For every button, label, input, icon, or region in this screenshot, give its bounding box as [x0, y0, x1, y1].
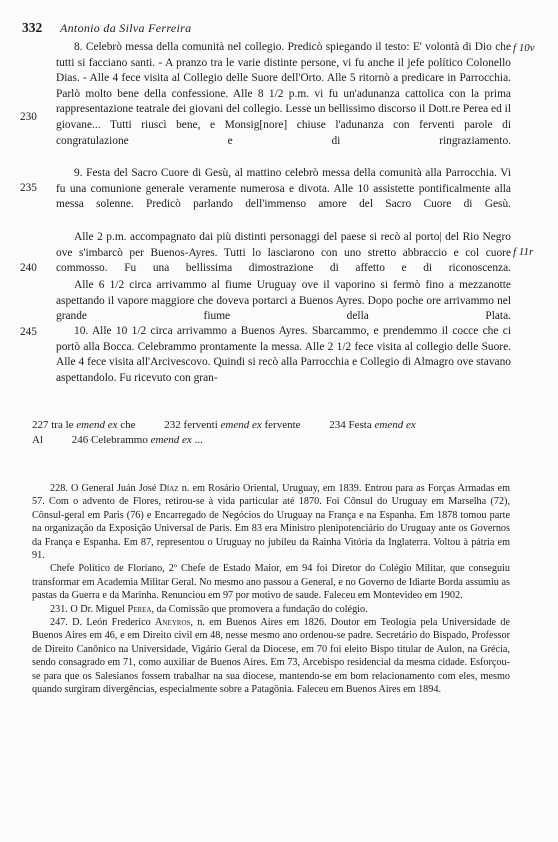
- line-number-245: 245: [20, 326, 37, 338]
- line-number-240: 240: [20, 262, 37, 274]
- paragraph-afternoon: Alle 2 p.m. accompagnato dai più distinti personaggi del paese si recò al porto| del Rio Negro ove s'imbarcò per Buenos-Ayres. Tutti lo lasciarono con uno stretto abbraccio e col cuore commosso. Fu una bellissima dimostrazione di affetto e di riconoscenza.: [56, 231, 511, 275]
- folio-ref-10v: f 10v: [513, 42, 535, 54]
- paragraph-9: 9. Festa del Sacro Cuore di Gesù, al mattino celebrò messa della comunità alla Parrocchia. Vi fu una comunione generale veramente numerosa e divota. Alle 10 assistette pontificalmente alla messa solenne. Predicò parlando dell'immenso amore del Sacro Cuore di Gesù.: [56, 167, 511, 211]
- note-231: 231. O Dr. Miguel Perea, da Comissão que promovera a fundação do colégio.: [50, 603, 368, 615]
- apparatus-entry-234-cont: Al: [32, 434, 43, 446]
- line-number-235: 235: [20, 182, 37, 194]
- note-247: 247. D. León Frederico Aneyros, n. em Buenos Aires em 1826. Doutor em Teologia pela Universidade de Buenos Aires em 46, e em Direito civil em 48, nesse mesmo ano ordenou-se padre. Secretário do Bispado, Professor de Direito Canônico na Universidade, Vigário Geral da Diocese, em 70 foi eleito Bispo titular de Aulon, na Grécia, sendo consagrado em 71, como auxiliar de Buenos Aires. Em 73, Arcebispo residencial da mesma cidade. Esforçou-se para que os Salesianos fossem trabalhar na sua diocese, mantendo-se em bom relacionamento com eles, mesmo quando surgiram divergências, especialmente sobre a Patagônia. Faleceu em Buenos Aires em 1894.: [32, 617, 511, 696]
- line-number-230: 230: [20, 111, 37, 123]
- apparatus-entry-227: 227 tra le emend ex che: [32, 419, 136, 431]
- critical-apparatus: [32, 418, 510, 448]
- paragraph-uruguay: Alle 6 1/2 circa arrivammo al fiume Uruguay ove il vaporino si fermò fino a mezzanotte aspettando il vapore maggiore che doveva portarci a Buenos Ayres. Dopo poche ore arrivammo nel grande fiume della Plata.: [56, 279, 511, 323]
- paragraph-8: 8. Celebrò messa della comunità nel collegio. Predicò spiegando il testo: E' volontà di Dio che tutti si facciano santi. - A pranzo tra le varie distinte persone, vi fu anche il jefe político Colonello Dias. - Alle 4 fece visita al Collegio delle Suore dell'Orto. Alle 5 ritornò a predicare in Parrocchia. Parlò molto bene della confessione. Alle 8 1/2 p.m. vi fu un'adunanza cattolica con la prima rappresentazione teatrale dei giovani del collegio. Lesse un bellissimo discorso il Dott.re Perea ed il giovane... Tutti riuscì bene, e Monsig[nore] chiuse l'adunanza con ferventi parole di congratulazione e di ringraziamento.: [56, 41, 511, 147]
- note-228-cont: Chefe Político de Floriano, 2º Chefe de Estado Maior, em 94 foi Diretor do Colégio Militar, que conseguiu transformar em Academia Militar Geral. No mesmo ano passou a General, e no Governo de Idiarte Borda assumiu as pastas da Guerra e da Marinha. Renunciou em 97 por motivo de saude. Faleceu em Montevideo em 1902.: [32, 563, 510, 602]
- paragraph-10: 10. Alle 10 1/2 circa arrivammo a Buenos Ayres. Sbarcammo, e prendemmo il cocce che ci portò alla Bocca. Celebrammo prontamente la messa. Alle 2 1/2 fece visita al collegio delle Suore. Alle 4 fece visita all'Arcivescovo. Quindi si recò alla Parrocchia e Collegio di Almagro ove stavano aspettandolo. Fu ricevuto con gran-: [56, 325, 511, 384]
- apparatus-line-2: [32, 433, 510, 448]
- apparatus-entry-232: 232 ferventi emend ex fervente: [164, 419, 301, 431]
- page-number: 332: [22, 20, 43, 35]
- folio-ref-11r: f 11r: [513, 246, 534, 258]
- apparatus-entry-246: 246 Celebrammo emend ex ...: [71, 434, 203, 446]
- footnotes: [32, 482, 510, 697]
- apparatus-line-1: [32, 418, 510, 433]
- running-head: Antonio da Silva Ferreira: [60, 21, 192, 35]
- apparatus-entry-234: 234 Festa emend ex: [329, 419, 416, 431]
- note-228: 228. O General Juán José Díaz n. em Rosário Oriental, Uruguay, em 1839. Entrou para as Forças Armadas em 57. Com o advento de Flores, retirou-se à vida particular até 1870. Foi Cônsul do Uruguay em Marselha (72), Cônsul-geral em Paris (76) e Encarregado de Negócios do Uruguay na França e na Espanha. Em 1878 tomou parte na organização da Exposição Universal de Paris. Em 83 era Ministro plenipotenciário do Uruguay ante os Governos da França e Espanha. Em 87, representou o Uruguay no jubileu da Rainha Vitória da Inglaterra. Voltou à pátria em 91.: [32, 483, 511, 562]
